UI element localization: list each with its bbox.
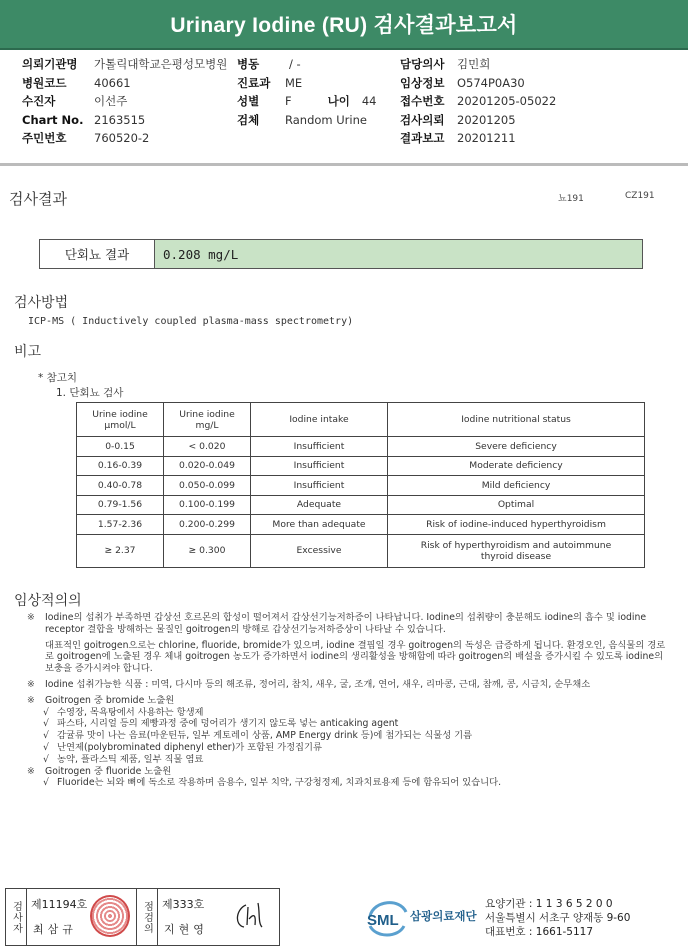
list-item xyxy=(27,754,667,766)
column-header: Urine iodine μmol/L xyxy=(77,403,164,437)
clinical-paragraph xyxy=(27,679,667,691)
bullet-mark: ※ xyxy=(27,765,35,777)
result-value: 0.208 mg/L xyxy=(155,240,642,268)
bullet-mark: ※ xyxy=(27,678,35,690)
info-row xyxy=(22,129,227,148)
list-item-text: 수영장, 목욕탕에서 사용하는 항생제 xyxy=(57,706,204,718)
info-row xyxy=(22,74,227,93)
clinical-notes xyxy=(27,612,667,789)
test-code: 뇨191 xyxy=(558,194,584,204)
info-value: 20201205 xyxy=(457,112,516,127)
dept-value: ME xyxy=(285,75,303,90)
info-value: 20201205-05022 xyxy=(457,94,557,108)
report-title: Urinary Iodine (RU) 검사결과보고서 xyxy=(170,14,518,37)
method-title: 검사방법 xyxy=(14,295,69,311)
reference-table xyxy=(76,402,645,568)
note-title: 비고 xyxy=(14,344,42,360)
sml-logo-icon xyxy=(364,896,410,942)
table-cell: < 0.020 xyxy=(164,437,251,457)
reference-title: * 참고치 xyxy=(38,372,78,384)
table-cell: 0-0.15 xyxy=(77,437,164,457)
list-item xyxy=(27,742,667,754)
info-label: 담당의사 xyxy=(400,57,445,71)
table-cell: Insufficient xyxy=(251,456,388,476)
table-cell: 1.57-2.36 xyxy=(77,515,164,535)
table-row xyxy=(77,515,645,535)
signature-icon xyxy=(232,897,266,933)
table-row xyxy=(77,495,645,515)
info-row xyxy=(400,92,556,111)
table-cell: ≥ 0.300 xyxy=(164,534,251,567)
examiner-license: 제11194호 xyxy=(31,898,88,911)
age-label: 나이 xyxy=(327,94,350,108)
info-row xyxy=(237,55,376,74)
info-label: 수진자 xyxy=(22,94,56,108)
info-label: 접수번호 xyxy=(400,94,445,108)
column-header: Urine iodine mg/L xyxy=(164,403,251,437)
dept-label: 진료과 xyxy=(237,75,271,90)
paragraph-text: Iodine의 섭취가 부족하면 갑상선 호르몬의 합성이 떨어져서 갑상선기능저하증이 나타납니다. Iodine의 섭취량이 충분해도 iodine의 흡수 및 iodine receptor 결합을 방해하는 물질인 goitrogen의 방해로 갑상선기능저하증상이 나타날 수 있습니다. xyxy=(45,612,647,635)
table-cell: 0.020-0.049 xyxy=(164,456,251,476)
table-cell: 0.050-0.099 xyxy=(164,476,251,496)
table-header-row xyxy=(77,403,645,437)
patient-info-right xyxy=(400,55,556,148)
reviewer-license: 제333호 xyxy=(162,898,205,911)
list-item-text: 난연제(polybrominated diphenyl ether)가 포함된 가정집기류 xyxy=(57,741,322,753)
specimen-value: Random Urine xyxy=(285,112,367,127)
result-label: 단회뇨 결과 xyxy=(40,240,155,268)
check-mark: √ xyxy=(43,706,49,718)
examiner-label: 검사자 xyxy=(6,889,27,945)
list-item-text: 농약, 플라스틱 제품, 일부 직물 염료 xyxy=(57,753,204,765)
sex-label: 성별 xyxy=(237,94,260,108)
check-mark: √ xyxy=(43,753,49,765)
check-mark: √ xyxy=(43,777,49,789)
ward-label: 병동 xyxy=(237,57,260,71)
ward-value: / - xyxy=(289,57,301,71)
check-mark: √ xyxy=(43,741,49,753)
info-label: 검사의뢰 xyxy=(400,112,445,127)
table-cell: Insufficient xyxy=(251,476,388,496)
test-code-secondary: CZ191 xyxy=(625,191,655,201)
info-row xyxy=(400,129,556,148)
info-value: 이선주 xyxy=(94,94,128,108)
list-item xyxy=(27,730,667,742)
signature-box xyxy=(5,888,280,946)
table-cell: 0.200-0.299 xyxy=(164,515,251,535)
info-label: 결과보고 xyxy=(400,131,445,145)
org-line: 서울특별시 서초구 양재동 9-60 xyxy=(485,912,631,924)
table-row xyxy=(77,476,645,496)
info-value: 가톨릭대학교은평성모병원 xyxy=(94,57,228,71)
logo-name: 삼광의료재단 xyxy=(410,909,477,923)
result-section-title: 검사결과 xyxy=(9,190,67,208)
list-item-text: Fluoride는 뇌와 뼈에 독소로 작용하며 음용수, 일부 치약, 구강청정제, 치과치료용제 등에 함유되어 있습니다. xyxy=(57,777,502,789)
check-mark: √ xyxy=(43,730,49,742)
info-row xyxy=(22,111,227,130)
info-row xyxy=(22,55,227,74)
info-row xyxy=(237,111,376,130)
reviewer-label: 점검의 xyxy=(137,889,158,945)
column-header: Iodine intake xyxy=(251,403,388,437)
table-cell: 0.40-0.78 xyxy=(77,476,164,496)
patient-info-middle xyxy=(237,55,376,129)
patient-info-left xyxy=(22,55,227,148)
specimen-label: 검체 xyxy=(237,112,260,127)
info-label: Chart No. xyxy=(22,112,84,127)
report-title-bar xyxy=(0,0,688,50)
table-cell: Insufficient xyxy=(251,437,388,457)
logo-mark: SML xyxy=(367,912,399,929)
table-cell: Moderate deficiency xyxy=(388,456,645,476)
list-item-text: 파스타, 시리얼 등의 제빵과정 중에 덩어리가 생기지 않도록 넣는 anticaking agent xyxy=(57,718,399,730)
info-label: 임상정보 xyxy=(400,75,445,90)
table-row xyxy=(77,534,645,567)
age-value: 44 xyxy=(361,94,377,108)
reviewer-name: 지현영 xyxy=(164,923,208,936)
info-label: 주민번호 xyxy=(22,131,67,145)
list-item xyxy=(27,718,667,730)
list-item-text: 감귤류 맛이 나는 음료(마운틴듀, 일부 게토레이 상품, AMP Energy drink 등)에 첨가되는 식물성 기름 xyxy=(57,730,473,742)
table-cell: Risk of hyperthyroidism and autoimmune thyroid disease xyxy=(388,534,645,567)
info-row xyxy=(400,55,556,74)
bullet-mark: ※ xyxy=(27,694,35,706)
clinical-title: 임상적의의 xyxy=(14,593,82,609)
clinical-subtitle xyxy=(27,766,667,778)
paragraph-text: Iodine 섭취가능한 식품 : 미역, 다시마 등의 해조류, 정어리, 참치, 새우, 굴, 조개, 연어, 새우, 리마콩, 근대, 참깨, 콩, 시금치, 순무채소 xyxy=(45,678,591,690)
table-cell: Excessive xyxy=(251,534,388,567)
clinical-paragraph xyxy=(27,612,667,675)
seal-stamp-icon xyxy=(90,895,130,937)
info-value: 2163515 xyxy=(94,112,146,127)
examiner-cell xyxy=(27,889,137,945)
table-cell: ≥ 2.37 xyxy=(77,534,164,567)
header-divider xyxy=(0,163,688,166)
info-value: O574P0A30 xyxy=(457,75,525,90)
check-mark: √ xyxy=(43,718,49,730)
reviewer-cell xyxy=(158,889,279,945)
info-value: 40661 xyxy=(94,75,131,90)
sex-value: F xyxy=(285,94,292,108)
info-label: 병원코드 xyxy=(22,75,67,90)
clinical-subtitle xyxy=(27,695,667,707)
list-item xyxy=(27,707,667,719)
table-cell: Risk of iodine-induced hyperthyroidism xyxy=(388,515,645,535)
table-cell: 0.16-0.39 xyxy=(77,456,164,476)
org-line: 대표번호 : 1661-5117 xyxy=(485,926,594,938)
info-value: 20201211 xyxy=(457,131,516,145)
info-value: 김민희 xyxy=(457,57,491,71)
table-cell: Adequate xyxy=(251,495,388,515)
info-label: 의뢰기관명 xyxy=(22,57,78,71)
table-cell: More than adequate xyxy=(251,515,388,535)
result-box xyxy=(39,239,643,269)
fluoride-title: Goitrogen 중 fluoride 노출원 xyxy=(45,765,172,777)
org-line: 요양기관 : 1 1 3 6 5 2 0 0 xyxy=(485,898,613,910)
info-row xyxy=(237,92,376,111)
table-row xyxy=(77,437,645,457)
table-cell: Severe deficiency xyxy=(388,437,645,457)
info-row xyxy=(22,92,227,111)
table-cell: 0.100-0.199 xyxy=(164,495,251,515)
examiner-name: 최삼규 xyxy=(33,923,77,936)
bullet-mark: ※ xyxy=(27,612,35,623)
table-cell: 0.79-1.56 xyxy=(77,495,164,515)
info-row xyxy=(237,74,376,93)
organization-info xyxy=(485,897,630,939)
column-header: Iodine nutritional status xyxy=(388,403,645,437)
info-row xyxy=(400,74,556,93)
reference-subtitle: 1. 단회뇨 검사 xyxy=(56,387,124,399)
footer xyxy=(0,884,688,952)
table-row xyxy=(77,456,645,476)
bromide-title: Goitrogen 중 bromide 노출원 xyxy=(45,694,175,706)
table-cell: Optimal xyxy=(388,495,645,515)
list-item xyxy=(27,777,667,789)
paragraph-text: 대표적인 goitrogen으로는 chlorine, fluoride, bromide가 있으며, iodine 결핍일 경우 goitrogen의 독성은 급증하게 됩니다. 환경오인, 음식물의 경로로 goitrogen에 노출된 경우 체내 goitrogen 농도가 증가하면서 iodine의 생리활성을 방해함에 따라 goitrogen의 배설을 증가시킬 수 있도록 iodine의 보충을 증가시켜야 합니다. xyxy=(45,639,666,675)
table-cell: Mild deficiency xyxy=(388,476,645,496)
info-value: 760520-2 xyxy=(94,131,150,145)
method-text: ICP-MS ( Inductively coupled plasma-mass spectrometry) xyxy=(28,316,354,327)
info-row xyxy=(400,111,556,130)
